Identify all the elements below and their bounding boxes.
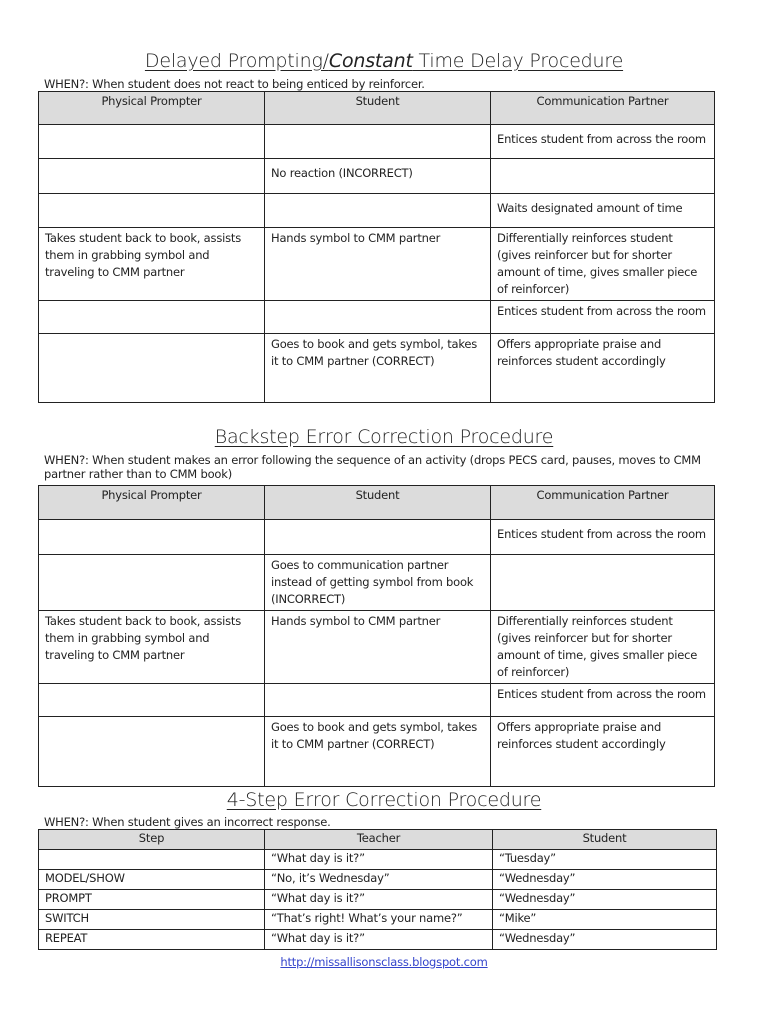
cell-physical-prompter <box>39 301 265 334</box>
cell-student <box>265 520 491 555</box>
table-row <box>39 717 715 787</box>
cell-student <box>265 301 491 334</box>
cell-physical-prompter <box>39 125 265 159</box>
table-row <box>39 870 717 890</box>
cell-student <box>265 684 491 717</box>
cell-student: “Tuesday” <box>493 850 717 870</box>
cell-physical-prompter <box>39 555 265 611</box>
cell-step: PROMPT <box>39 890 265 910</box>
header-teacher: Teacher <box>265 830 493 850</box>
header-student: Student <box>265 486 491 520</box>
cell-communication-partner: Entices student from across the room <box>491 125 715 159</box>
section2-header-row <box>39 486 715 520</box>
cell-communication-partner: Entices student from across the room <box>491 301 715 334</box>
section1-title: Delayed Prompting/Constant Time Delay Procedure <box>144 50 624 72</box>
cell-teacher: “What day is it?” <box>265 890 493 910</box>
table-row <box>39 910 717 930</box>
header-physical-prompter: Physical Prompter <box>39 92 265 125</box>
section2-when: WHEN?: When student makes an error following the sequence of an activity (drops PECS card, pauses, moves to CMM partner rather than to CMM book) <box>44 453 701 481</box>
cell-teacher: “What day is it?” <box>265 930 493 950</box>
cell-step: REPEAT <box>39 930 265 950</box>
table-row <box>39 555 715 611</box>
cell-physical-prompter <box>39 194 265 228</box>
cell-step: MODEL/SHOW <box>39 870 265 890</box>
header-step: Step <box>39 830 265 850</box>
section3-title: 4-Step Error Correction Procedure <box>226 789 542 811</box>
cell-physical-prompter <box>39 684 265 717</box>
cell-student: Hands symbol to CMM partner <box>265 228 491 301</box>
cell-communication-partner: Differentially reinforces student (gives reinforcer but for shorter amount of time, gives smaller piece of reinforcer) <box>491 611 715 684</box>
cell-student <box>265 125 491 159</box>
cell-step: SWITCH <box>39 910 265 930</box>
section1-header-row <box>39 92 715 125</box>
header-student: Student <box>265 92 491 125</box>
cell-communication-partner <box>491 159 715 194</box>
cell-teacher: “What day is it?” <box>265 850 493 870</box>
cell-communication-partner: Offers appropriate praise and reinforces student accordingly <box>491 334 715 403</box>
cell-physical-prompter: Takes student back to book, assists them in grabbing symbol and traveling to CMM partner <box>39 228 265 301</box>
cell-student: No reaction (INCORRECT) <box>265 159 491 194</box>
section1-when: WHEN?: When student does not react to being enticed by reinforcer. <box>44 77 425 91</box>
cell-student: Hands symbol to CMM partner <box>265 611 491 684</box>
cell-physical-prompter <box>39 717 265 787</box>
table-row <box>39 684 715 717</box>
table-row <box>39 890 717 910</box>
cell-student: “Wednesday” <box>493 930 717 950</box>
cell-physical-prompter: Takes student back to book, assists them in grabbing symbol and traveling to CMM partner <box>39 611 265 684</box>
cell-communication-partner: Waits designated amount of time <box>491 194 715 228</box>
cell-student: Goes to book and gets symbol, takes it to CMM partner (CORRECT) <box>265 334 491 403</box>
section1-table <box>38 91 715 403</box>
cell-communication-partner <box>491 555 715 611</box>
table-row <box>39 228 715 301</box>
table-row <box>39 930 717 950</box>
table-row <box>39 850 717 870</box>
table-row <box>39 125 715 159</box>
section2-table <box>38 485 715 787</box>
section3-header-row <box>39 830 717 850</box>
header-physical-prompter: Physical Prompter <box>39 486 265 520</box>
cell-step <box>39 850 265 870</box>
cell-student: Goes to communication partner instead of getting symbol from book (INCORRECT) <box>265 555 491 611</box>
header-student: Student <box>493 830 717 850</box>
cell-communication-partner: Entices student from across the room <box>491 684 715 717</box>
cell-student: “Mike” <box>493 910 717 930</box>
table-row <box>39 334 715 403</box>
cell-student: Goes to book and gets symbol, takes it to CMM partner (CORRECT) <box>265 717 491 787</box>
table-row <box>39 159 715 194</box>
section2-title: Backstep Error Correction Procedure <box>214 426 554 448</box>
header-communication-partner: Communication Partner <box>491 92 715 125</box>
cell-student <box>265 194 491 228</box>
table-row <box>39 301 715 334</box>
cell-physical-prompter <box>39 334 265 403</box>
table-row <box>39 194 715 228</box>
section3-table <box>38 829 717 950</box>
cell-teacher: “That’s right! What’s your name?” <box>265 910 493 930</box>
cell-physical-prompter <box>39 159 265 194</box>
cell-physical-prompter <box>39 520 265 555</box>
blog-link[interactable]: http://missallisonsclass.blogspot.com <box>280 955 488 969</box>
section3-when: WHEN?: When student gives an incorrect response. <box>44 815 331 829</box>
cell-student: “Wednesday” <box>493 870 717 890</box>
cell-communication-partner: Entices student from across the room <box>491 520 715 555</box>
cell-communication-partner: Differentially reinforces student (gives reinforcer but for shorter amount of time, gives smaller piece of reinforcer) <box>491 228 715 301</box>
table-row <box>39 611 715 684</box>
cell-student: “Wednesday” <box>493 890 717 910</box>
header-communication-partner: Communication Partner <box>491 486 715 520</box>
table-row <box>39 520 715 555</box>
cell-teacher: “No, it’s Wednesday” <box>265 870 493 890</box>
cell-communication-partner: Offers appropriate praise and reinforces student accordingly <box>491 717 715 787</box>
